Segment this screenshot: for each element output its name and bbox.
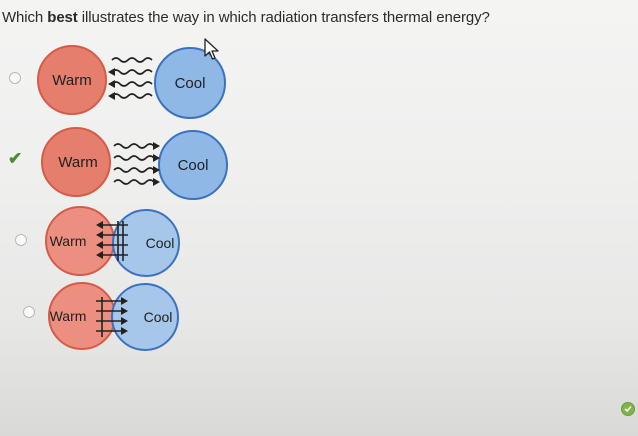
option-4-radio[interactable] (23, 306, 35, 318)
question-suffix: illustrates the way in which radiation transfers thermal energy? (77, 9, 490, 26)
option-3-radio[interactable] (15, 234, 27, 246)
option-4-diagram[interactable] (44, 279, 184, 351)
complete-check-icon (621, 402, 635, 416)
wavy-arrows-right-icon (114, 144, 154, 184)
question-emphasis: best (47, 9, 78, 26)
warm-label: Warm (58, 154, 98, 171)
cool-label: Cool (174, 75, 206, 92)
mouse-pointer-icon (203, 37, 223, 61)
option-2-diagram[interactable] (38, 124, 238, 204)
question-prefix: Which (2, 9, 48, 26)
option-1-radio[interactable] (9, 72, 21, 84)
checkmark-icon: ✔ (8, 149, 23, 168)
cool-label: Cool (143, 309, 173, 325)
warm-label: Warm (49, 308, 87, 324)
wavy-arrows-left-icon (112, 58, 152, 98)
option-3-diagram[interactable] (40, 203, 190, 279)
warm-label: Warm (49, 233, 87, 249)
cool-label: Cool (145, 235, 175, 251)
cool-label: Cool (177, 157, 209, 174)
arrowheads-left-icon (108, 68, 115, 100)
warm-label: Warm (52, 72, 92, 89)
question-text (2, 9, 490, 26)
